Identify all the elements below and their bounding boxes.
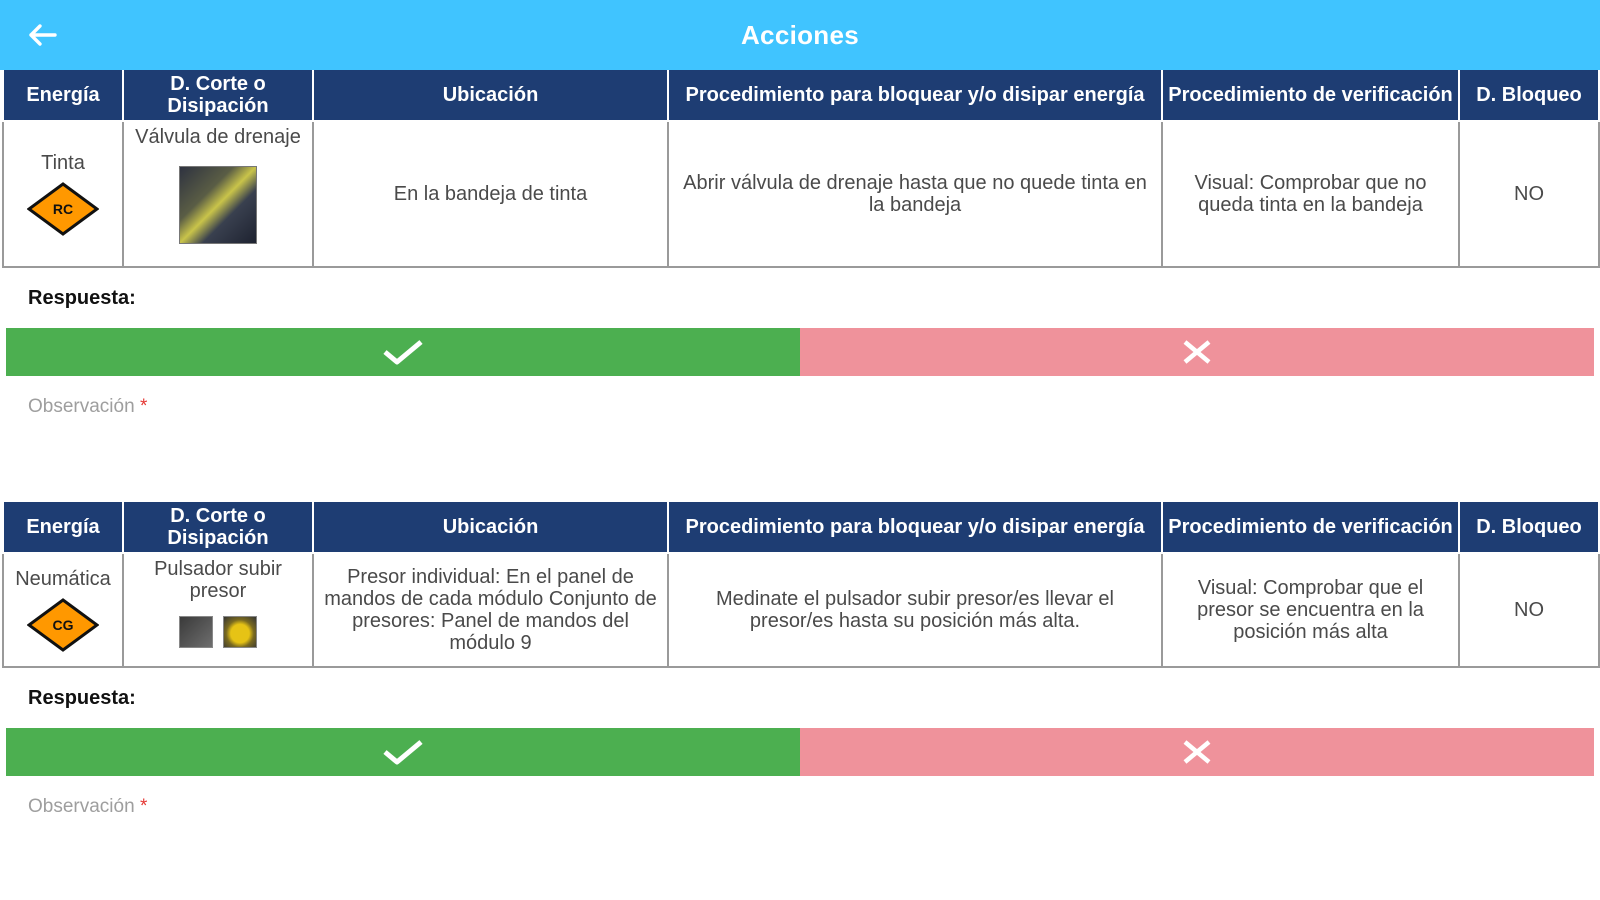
observation-input[interactable] [28, 396, 1568, 456]
answer-yes-button[interactable] [6, 728, 800, 776]
energy-badge-icon [27, 182, 99, 236]
header-bloqueo: D. Bloqueo [1459, 70, 1599, 121]
header-ubicacion: Ubicación [313, 70, 668, 121]
header-ubicacion: Ubicación [313, 502, 668, 553]
cell-verificacion: Visual: Comprobar que no queda tinta en la bandeja [1162, 121, 1459, 267]
valve-photo[interactable] [179, 166, 257, 244]
header-verificacion: Procedimiento de verificación [1162, 70, 1459, 121]
header-procedimiento: Procedimiento para bloquear y/o disipar energía [668, 502, 1162, 553]
header-corte: D. Corte o Disipación [123, 502, 313, 553]
cell-procedimiento: Medinate el pulsador subir presor/es llevar el presor/es hasta su posición más alta. [668, 553, 1162, 667]
respuesta-label: Respuesta: [28, 287, 136, 309]
button-photo[interactable] [223, 616, 257, 648]
table-row [3, 121, 1599, 267]
header-bloqueo: D. Bloqueo [1459, 502, 1599, 553]
back-button[interactable] [24, 20, 60, 50]
observation-placeholder: Observación [28, 796, 135, 817]
panel-photo[interactable] [179, 616, 213, 648]
arrow-left-icon [27, 23, 57, 47]
header-energia: Energía [3, 502, 123, 553]
lockout-table [2, 70, 1600, 268]
cell-corte [123, 553, 313, 667]
page-title: Acciones [740, 19, 859, 50]
energy-type: Tinta [41, 152, 85, 174]
cell-corte [123, 121, 313, 267]
observation-placeholder: Observación [28, 396, 135, 417]
app-bar [0, 0, 1600, 70]
check-icon [381, 338, 425, 366]
table-header-row [3, 502, 1599, 553]
table-header-row [3, 70, 1599, 121]
check-icon [381, 738, 425, 766]
answer-yes-button[interactable] [6, 328, 800, 376]
energy-badge-code: RC [52, 201, 74, 217]
energy-badge-icon [27, 598, 99, 652]
cell-verificacion: Visual: Comprobar que el presor se encuentra en la posición más alta [1162, 553, 1459, 667]
close-icon [1179, 338, 1215, 366]
header-corte: D. Corte o Disipación [123, 70, 313, 121]
respuesta-label: Respuesta: [28, 687, 136, 709]
lockout-item-1 [0, 70, 1600, 456]
corte-label: Válvula de drenaje [135, 126, 301, 148]
energy-type: Neumática [15, 568, 111, 590]
observation-input[interactable] [28, 796, 1568, 856]
corte-label: Pulsador subir presor [154, 558, 282, 602]
cell-bloqueo: NO [1459, 553, 1599, 667]
lockout-item-2 [0, 502, 1600, 856]
energy-badge-code: CG [52, 617, 74, 633]
cell-ubicacion: En la bandeja de tinta [313, 121, 668, 267]
cell-bloqueo: NO [1459, 121, 1599, 267]
required-mark: * [139, 796, 148, 817]
cell-ubicacion: Presor individual: En el panel de mandos de cada módulo Conjunto de presores: Panel de mandos del módulo 9 [313, 553, 668, 667]
cell-procedimiento: Abrir válvula de drenaje hasta que no quede tinta en la bandeja [668, 121, 1162, 267]
header-verificacion: Procedimiento de verificación [1162, 502, 1459, 553]
cell-energia [3, 121, 123, 267]
answer-buttons [6, 328, 1594, 376]
answer-no-button[interactable] [800, 328, 1594, 376]
close-icon [1179, 738, 1215, 766]
header-energia: Energía [3, 70, 123, 121]
table-row [3, 553, 1599, 667]
lockout-table [2, 502, 1600, 668]
required-mark: * [139, 396, 148, 417]
cell-energia [3, 553, 123, 667]
answer-no-button[interactable] [800, 728, 1594, 776]
header-procedimiento: Procedimiento para bloquear y/o disipar energía [668, 70, 1162, 121]
answer-buttons [6, 728, 1594, 776]
